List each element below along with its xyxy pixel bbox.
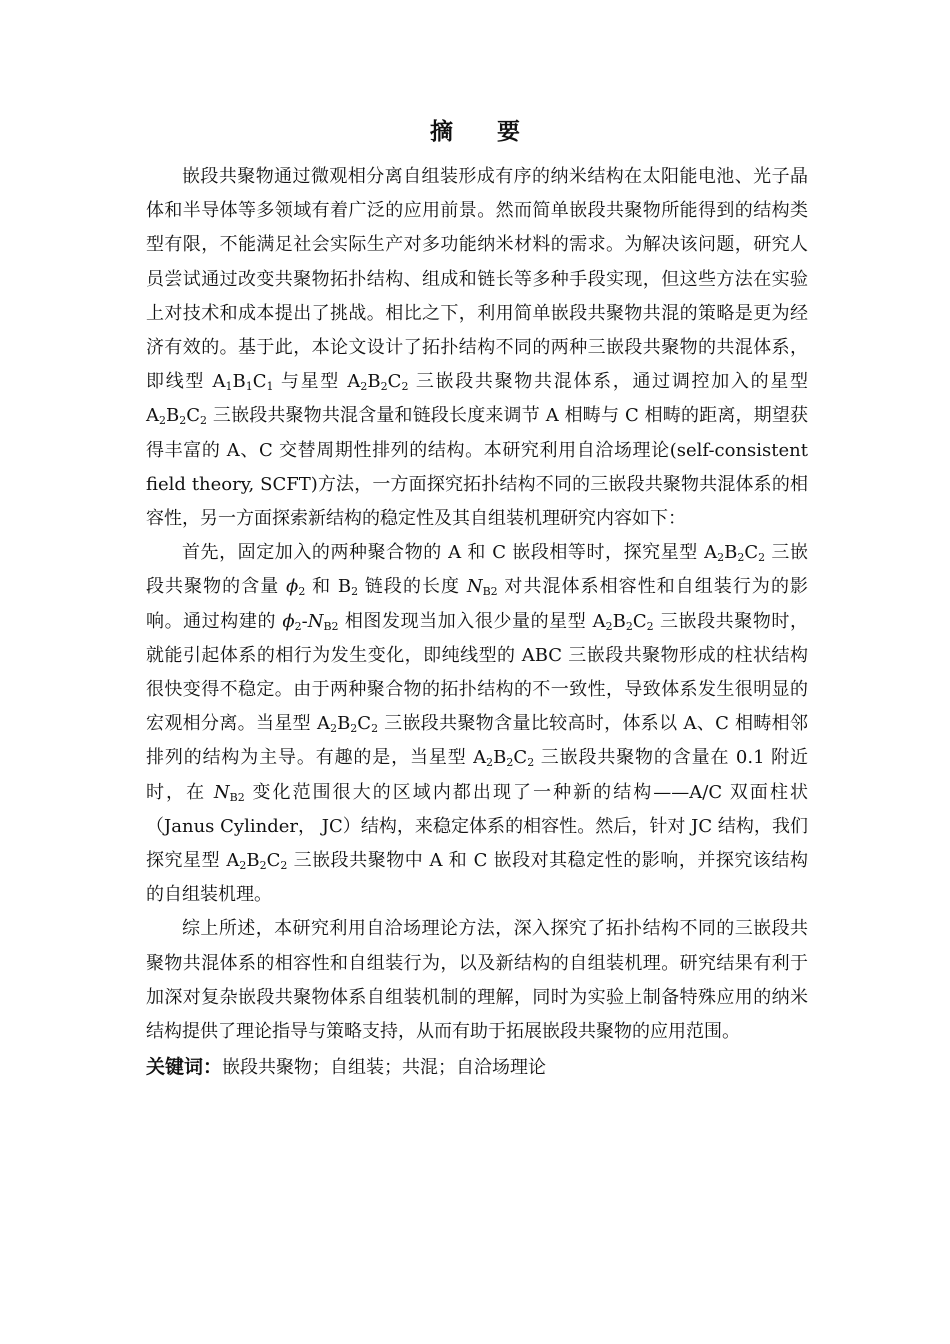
text-run: 三嵌段共聚物含量比较高时，体系以 A、C 相畴相邻排列的结构为主导。有趣的是，当星型 A <box>146 713 808 769</box>
text-run: 三嵌段共聚物中 A 和 C 嵌段对其稳定性的影响，并探究该结构的自组装机理。 <box>146 850 808 906</box>
subscript: 2 <box>506 756 514 770</box>
subscript: 2 <box>371 722 379 736</box>
keywords-line <box>146 1050 808 1085</box>
text-run: C <box>357 713 372 735</box>
text-run: C <box>387 371 402 393</box>
subscript: 2 <box>758 551 766 565</box>
text-run: 变化范围很大的区域内都出现了一种新的结构——A/C 双面柱状（Janus Cylinder， JC）结构，来稳定体系的相容性。然后，针对 JC 结构，我们探究星型 A <box>146 781 808 872</box>
abstract-paragraph-3 <box>146 912 808 1049</box>
subscript: 2 <box>351 585 359 599</box>
subscript: 2 <box>717 551 725 565</box>
text-run: C <box>513 747 528 769</box>
text-run: B <box>246 850 260 872</box>
subscript: 2 <box>259 859 267 873</box>
abstract-title: 摘 要 <box>429 119 538 145</box>
subscript: 1 <box>266 380 274 394</box>
subscript: 2 <box>646 619 654 633</box>
text-run: B <box>166 405 180 427</box>
subscript: 1 <box>245 380 253 394</box>
math-symbol: N <box>213 781 230 803</box>
abstract-paragraph-1 <box>146 160 808 536</box>
abstract-paragraph-2 <box>146 536 808 912</box>
text-run: 相图发现当加入很少量的星型 A <box>338 610 606 632</box>
subscript: 2 <box>330 722 338 736</box>
subscript: B2 <box>323 619 339 633</box>
text-run: C <box>744 542 759 564</box>
math-symbol: ϕ <box>282 610 295 632</box>
subscript: 2 <box>401 380 409 394</box>
subscript: 2 <box>625 619 633 633</box>
abstract-body <box>146 160 808 1085</box>
subscript: 2 <box>200 414 208 428</box>
text-run: B <box>612 610 626 632</box>
subscript: 2 <box>486 756 494 770</box>
text-run: B <box>367 371 381 393</box>
text-run: B <box>232 371 246 393</box>
subscript: 1 <box>225 380 233 394</box>
text-run: B <box>493 747 507 769</box>
text-run: 三嵌段共聚物的含量在 0.1 附近时，在 <box>146 747 808 803</box>
subscript: B2 <box>482 585 498 599</box>
text-run: 对共混体系相容性和自组装行为的影响。通过构建的 <box>146 576 808 632</box>
subscript: 2 <box>239 859 247 873</box>
text-run: 和 B <box>305 576 352 598</box>
subscript: 2 <box>527 756 535 770</box>
subscript: 2 <box>737 551 745 565</box>
text-run: 三嵌段共聚物的含量 <box>146 542 808 598</box>
text-run: 首先，固定加入的两种聚合物的 A 和 C 嵌段相等时，探究星型 A <box>182 542 718 564</box>
text-run: 综上所述，本研究利用自洽场理论方法，深入探究了拓扑结构不同的三嵌段共聚物共混体系的相容性和自组装行为，以及新结构的自组装机理。研究结果有利于加深对复杂嵌段共聚物体系自组装机制的理解，同时为实验上制备特殊应用的纳米结构提供了理论指导与策略支持，从而有助于拓展嵌段共聚物的应用范围。 <box>146 918 808 1043</box>
subscript: 2 <box>350 722 358 736</box>
text-run: C <box>266 850 281 872</box>
subscript: 2 <box>280 859 288 873</box>
subscript: 2 <box>159 414 166 428</box>
subscript: 2 <box>298 585 306 599</box>
subscript: 2 <box>605 619 613 633</box>
text-run: C <box>252 371 267 393</box>
keywords-value: 嵌段共聚物；自组装；共混；自洽场理论 <box>222 1057 547 1079</box>
text-run: 嵌段共聚物通过微观相分离自组装形成有序的纳米结构在太阳能电池、光子晶体和半导体等多领域有着广泛的应用前景。然而简单嵌段共聚物所能得到的结构类型有限，不能满足社会实际生产对多功能纳米材料的需求。为解决该问题，研究人员尝试通过改变共聚物拓扑结构、组成和链长等多种手段实现，但这些方法在实验上对技术和成本提出了挑战。相比之下，利用简单嵌段共聚物共混的策略是更为经济有效的。基于此，本论文设计了拓扑结构不同的两种三嵌段共聚物的共混体系，即线型 A <box>146 166 808 393</box>
text-run: 三嵌段共聚物共混含量和链段长度来调节 A 相畴与 C 相畴的距离，期望获得丰富的 A、C 交替周期性排列的结构。本研究利用自洽场理论(self-consistent field theory, SCFT)方法，一方面探究拓扑结构不同的三嵌段共聚物共混体系的相容性，另一方面探索新结构的稳定性及其自组装机理研究内容如下： <box>146 405 808 530</box>
text-run: 三嵌段共聚物共混体系，通过调控加入的星型 A <box>146 371 808 427</box>
math-symbol: N <box>466 576 483 598</box>
keywords-label: 关键词： <box>146 1056 223 1079</box>
subscript: B2 <box>229 790 245 804</box>
subscript: 2 <box>294 619 302 633</box>
text-run: C <box>186 405 201 427</box>
text-run: B <box>337 713 351 735</box>
text-run: C <box>632 610 647 632</box>
text-run: 链段的长度 <box>358 576 467 598</box>
math-symbol: N <box>307 610 324 632</box>
text-run: 与星型 A <box>273 371 361 393</box>
subscript: 2 <box>380 380 388 394</box>
subscript: 2 <box>179 414 187 428</box>
math-symbol: ϕ <box>286 576 299 598</box>
text-run: B <box>724 542 738 564</box>
text-run: - <box>301 610 308 632</box>
text-run: 三嵌段共聚物时，就能引起体系的相行为发生变化，即纯线型的 ABC 三嵌段共聚物形成的柱状结构很快变得不稳定。由于两种聚合物的拓扑结构的不一致性，导致体系发生很明显的宏观相分离。当星型 A <box>146 610 808 735</box>
subscript: 2 <box>360 380 368 394</box>
